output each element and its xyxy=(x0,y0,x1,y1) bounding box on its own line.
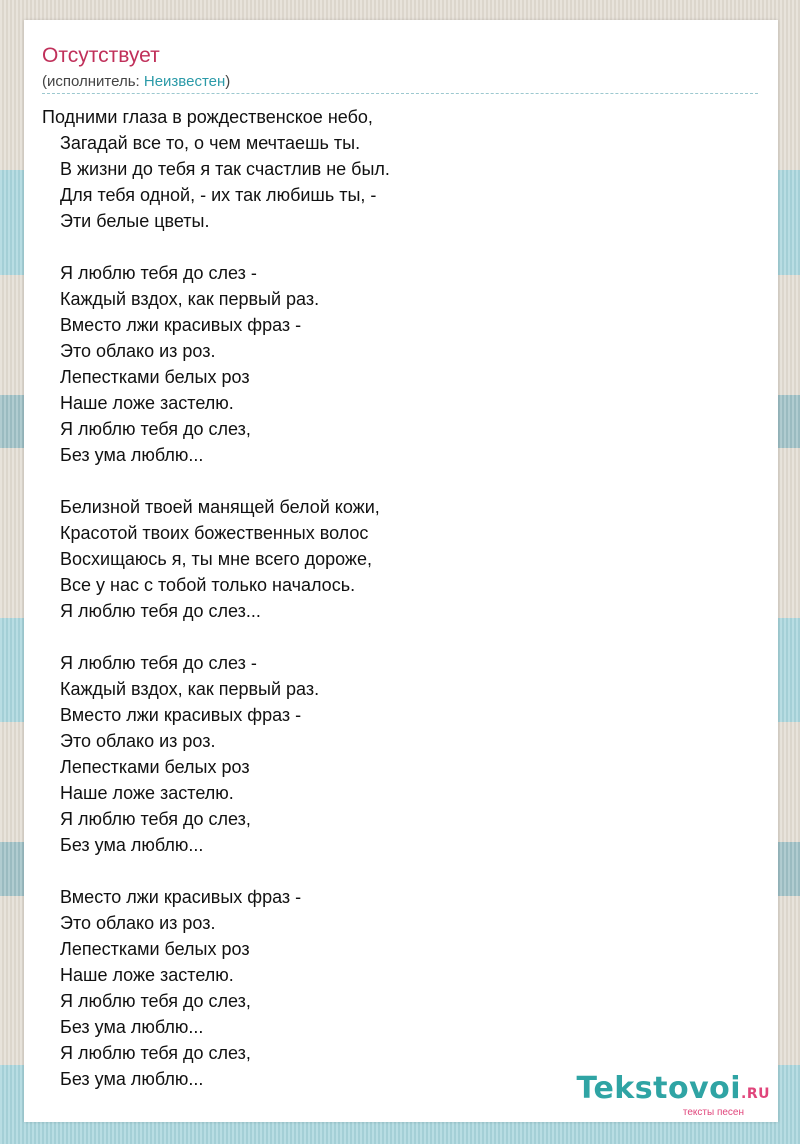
lyric-line: Без ума люблю... xyxy=(60,445,204,465)
logo-tld: .RU xyxy=(741,1086,770,1102)
lyric-line: Белизной твоей манящей белой кожи, xyxy=(60,497,380,517)
lyric-line: Я люблю тебя до слез... xyxy=(60,601,261,621)
lyric-line: Наше ложе застелю. xyxy=(60,783,234,803)
lyric-blank-line xyxy=(42,468,390,494)
lyric-blank-line xyxy=(42,234,390,260)
artist-line xyxy=(42,73,230,90)
lyric-line: Лепестками белых роз xyxy=(60,939,250,959)
lyric-line: Вместо лжи красивых фраз - xyxy=(60,887,302,907)
logo-name: Tekstovoi xyxy=(576,1071,742,1106)
lyric-line: Наше ложе застелю. xyxy=(60,965,234,985)
artist-suffix: ) xyxy=(225,73,231,90)
lyric-line: Это облако из роз. xyxy=(60,731,216,751)
artist-prefix: (исполнитель: xyxy=(42,73,144,90)
lyric-line: Все у нас с тобой только началось. xyxy=(60,575,356,595)
logo-tagline: тексты песен xyxy=(682,1107,744,1118)
lyric-line: Наше ложе застелю. xyxy=(60,393,234,413)
lyric-line: Восхищаюсь я, ты мне всего дороже, xyxy=(60,549,372,569)
lyric-line: Для тебя одной, - их так любишь ты, - xyxy=(60,185,377,205)
lyric-line: Я люблю тебя до слез - xyxy=(60,653,257,673)
lyric-line: Загадай все то, о чем мечтаешь ты. xyxy=(60,133,361,153)
lyric-line: Лепестками белых роз xyxy=(60,757,250,777)
song-title: Отсутствует xyxy=(42,44,160,67)
lyric-line: Подними глаза в рождественское небо, xyxy=(42,107,373,127)
lyric-line: Я люблю тебя до слез - xyxy=(60,263,257,283)
lyric-line: Вместо лжи красивых фраз - xyxy=(60,315,302,335)
lyrics-sheet xyxy=(24,20,778,1122)
lyric-line: Без ума люблю... xyxy=(60,1017,204,1037)
lyric-line: Каждый вздох, как первый раз. xyxy=(60,289,320,309)
lyrics-text xyxy=(42,104,390,1092)
lyric-line: Без ума люблю... xyxy=(60,1069,204,1089)
lyric-line: Каждый вздох, как первый раз. xyxy=(60,679,320,699)
lyric-blank-line xyxy=(42,858,390,884)
lyric-blank-line xyxy=(42,624,390,650)
lyric-line: Без ума люблю... xyxy=(60,835,204,855)
site-logo[interactable] xyxy=(576,1071,770,1118)
artist-link[interactable]: Неизвестен xyxy=(143,73,226,90)
lyric-line: Я люблю тебя до слез, xyxy=(60,419,251,439)
lyric-line: Я люблю тебя до слез, xyxy=(60,809,251,829)
lyric-line: Эти белые цветы. xyxy=(60,211,210,231)
lyric-line: Красотой твоих божественных волос xyxy=(60,523,369,543)
lyric-line: Это облако из роз. xyxy=(60,341,216,361)
lyric-line: В жизни до тебя я так счастлив не был. xyxy=(60,159,390,179)
lyric-line: Я люблю тебя до слез, xyxy=(60,991,251,1011)
lyric-line: Я люблю тебя до слез, xyxy=(60,1043,251,1063)
lyric-line: Лепестками белых роз xyxy=(60,367,250,387)
divider xyxy=(42,93,758,94)
lyric-line: Это облако из роз. xyxy=(60,913,216,933)
lyric-line: Вместо лжи красивых фраз - xyxy=(60,705,302,725)
